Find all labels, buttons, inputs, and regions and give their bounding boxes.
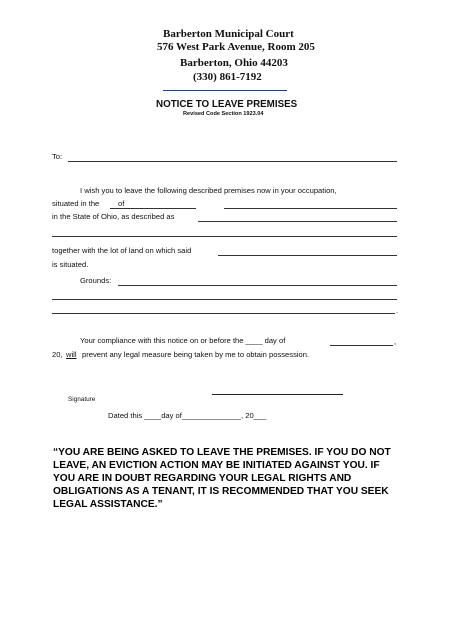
signature-label: Signature (68, 396, 96, 403)
to-label: To: (52, 152, 63, 161)
grounds-period: . (396, 306, 399, 315)
is-situated-text: is situated. (52, 260, 89, 269)
grounds-field-3[interactable] (52, 313, 395, 314)
year-prefix: 20, (52, 350, 63, 359)
description-field-1[interactable] (198, 221, 397, 222)
compliance-rest: prevent any legal measure being taken by me to obtain possession. (82, 350, 310, 359)
will-word: will (66, 350, 77, 359)
grounds-label: Grounds: (80, 276, 112, 285)
court-phone: (330) 861-7192 (193, 71, 262, 83)
court-address: 576 West Park Avenue, Room 205 (157, 41, 315, 53)
situated-field[interactable] (110, 208, 196, 209)
notice-title: NOTICE TO LEAVE PREMISES (156, 99, 298, 110)
notice-subtitle: Revised Code Section 1923.04 (183, 111, 264, 117)
together-field[interactable] (218, 255, 397, 256)
situated-county-field[interactable] (224, 208, 397, 209)
compliance-month-field[interactable] (330, 345, 393, 346)
intro-text: I wish you to leave the following described premises now in your occupation, (80, 186, 337, 195)
compliance-comma: , (394, 337, 397, 346)
situated-label: situated in the (52, 199, 100, 208)
header-divider (163, 90, 287, 91)
state-label: in the State of Ohio, as described as (52, 212, 175, 221)
to-field[interactable] (68, 161, 397, 162)
grounds-field-2[interactable] (52, 299, 397, 300)
together-label: together with the lot of land on which said (52, 246, 192, 255)
warning-notice: “YOU ARE BEING ASKED TO LEAVE THE PREMISES. IF YOU DO NOT LEAVE, AN EVICTION ACTION MAY BE INITIATED AGAINST YOU. IF YOU ARE IN DOUBT REGARDING YOUR LEGAL RIGHTS AND OBLIGATIONS AS A TENANT, IT IS RECOMMENDED THAT YOU SEEK LEGAL ASSISTANCE.” (53, 447, 391, 510)
signature-field[interactable] (212, 394, 343, 395)
compliance-text: Your compliance with this notice on or before the ____ day of (80, 336, 286, 345)
court-name: Barberton Municipal Court (163, 28, 294, 40)
of-label: of (118, 199, 125, 208)
grounds-field-1[interactable] (118, 285, 397, 286)
dated-line: Dated this ____day of______________, 20___ (108, 411, 267, 420)
court-city-state-zip: Barberton, Ohio 44203 (180, 57, 288, 69)
description-field-2[interactable] (52, 236, 397, 237)
